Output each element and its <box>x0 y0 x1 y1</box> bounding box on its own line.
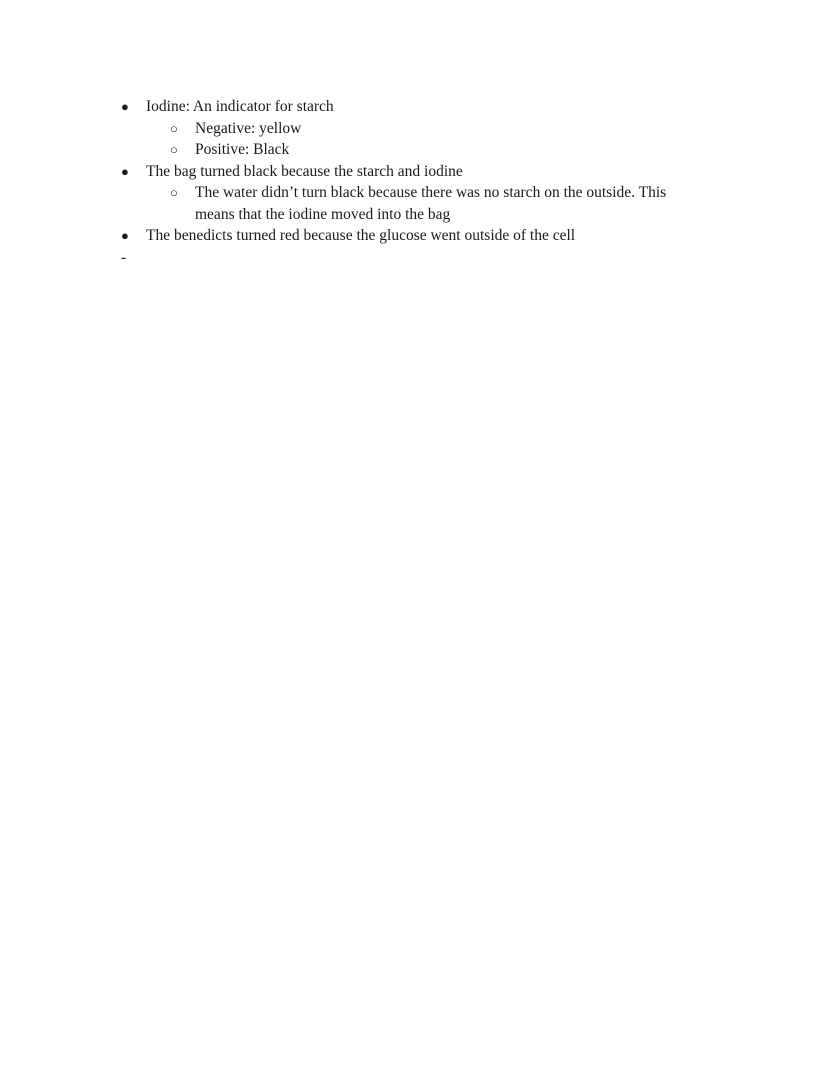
filled-bullet-icon: ● <box>121 228 129 243</box>
hollow-bullet-icon: ○ <box>170 185 178 200</box>
trailing-dash: - <box>121 248 127 266</box>
hollow-bullet-icon: ○ <box>170 120 178 136</box>
bullet-list <box>0 96 828 268</box>
list-item-text: The benedicts turned red because the glucose went outside of the cell <box>146 227 576 244</box>
sub-list-item <box>0 139 828 161</box>
list-item-text: The bag turned black because the starch and iodine <box>146 162 463 180</box>
list-item <box>0 161 828 183</box>
sub-list-item-text: Negative: yellow <box>195 119 302 137</box>
hollow-bullet-icon: ○ <box>170 142 178 157</box>
filled-bullet-icon: ● <box>121 163 129 179</box>
sub-list-item-text: The water didn’t turn black because there was no starch on the outside. This means that the iodine moved into the bag <box>195 184 667 223</box>
trailing-dash-line <box>0 247 828 269</box>
sub-list-item-text: Positive: Black <box>195 141 290 158</box>
list-item-text: Iodine: An indicator for starch <box>146 98 334 115</box>
sub-list-item <box>0 182 828 225</box>
filled-bullet-icon: ● <box>121 99 129 114</box>
sub-list-item <box>0 118 828 140</box>
list-item <box>0 225 828 247</box>
list-item <box>0 96 828 118</box>
